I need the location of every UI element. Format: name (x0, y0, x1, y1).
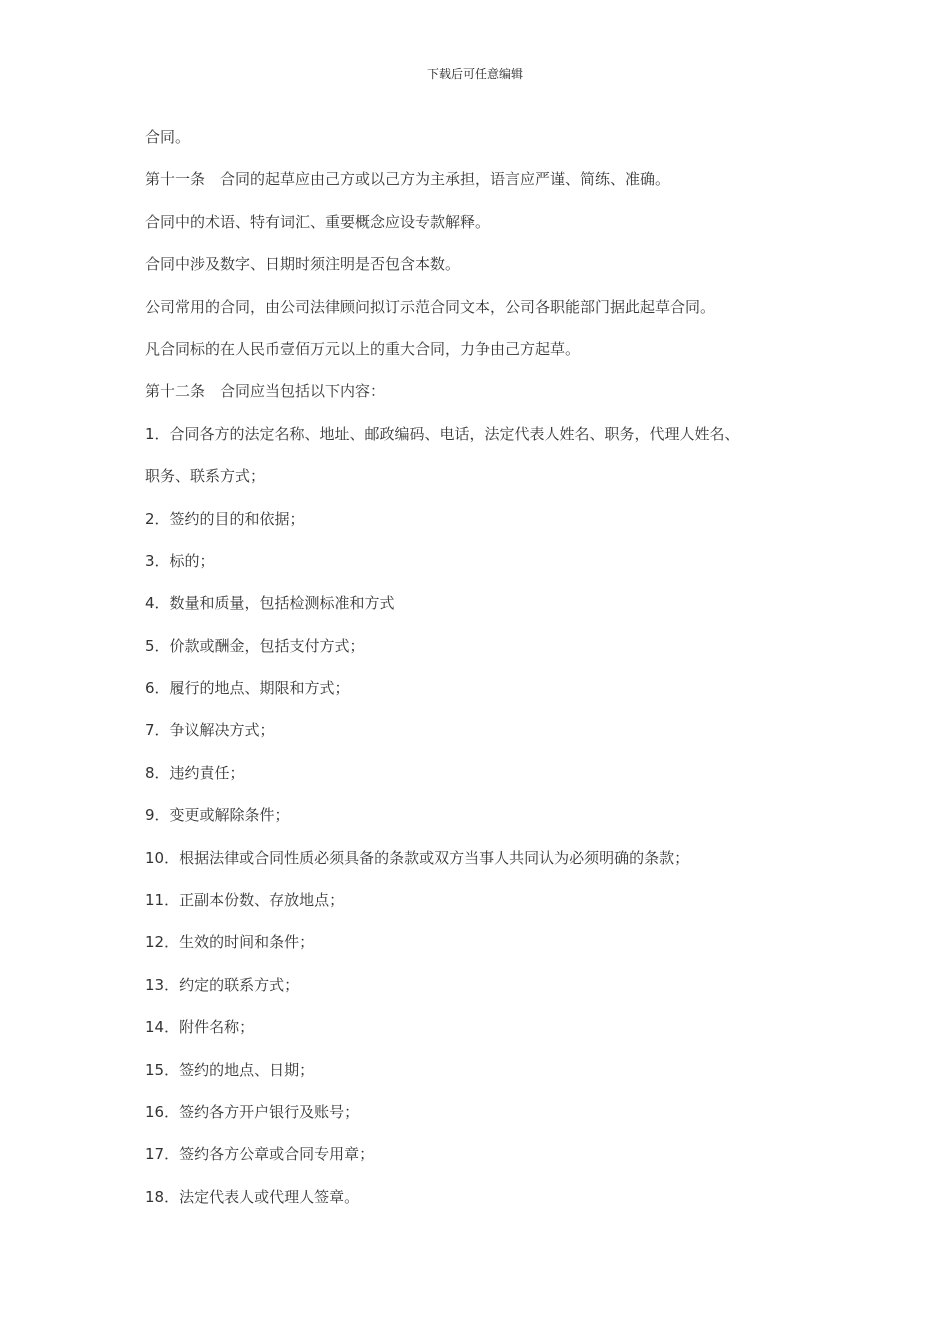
list-item-17: 17．签约各方公章或合同专用章； (145, 1145, 375, 1164)
list-item-14: 14．附件名称； (145, 1018, 255, 1037)
list-item-2: 2．签约的目的和依据； (145, 509, 305, 528)
paragraph-line: 凡合同标的在人民币壹佰万元以上的重大合同，力争由己方起草。 (145, 339, 581, 358)
list-item-5: 5．价款或酬金，包括支付方式； (145, 636, 365, 655)
list-item-10: 10．根据法律或合同性质必须具备的条款或双方当事人共同认为必须明确的条款； (145, 848, 690, 867)
list-item-6: 6．履行的地点、期限和方式； (145, 679, 350, 698)
paragraph-line: 合同。 (145, 128, 191, 146)
list-item-1: 1．合同各方的法定名称、地址、邮政编码、电话，法定代表人姓名、职务，代理人姓名、 (145, 424, 740, 443)
paragraph-line: 合同中涉及数字、日期时须注明是否包含本数。 (145, 255, 461, 274)
paragraph-line: 合同中的术语、特有词汇、重要概念应设专款解释。 (145, 212, 491, 231)
list-item-7: 7．争议解决方式； (145, 721, 275, 740)
list-item-11: 11．正副本份数、存放地点； (145, 891, 345, 910)
paragraph-line: 公司常用的合同，由公司法律顾问拟订示范合同文本，公司各职能部门据此起草合同。 (145, 297, 716, 316)
article-12-heading: 第十二条 合同应当包括以下内容： (145, 382, 386, 401)
document-body (145, 124, 845, 1226)
list-item-9: 9．变更或解除条件； (145, 806, 290, 825)
list-item-16: 16．签约各方开户银行及账号； (145, 1102, 360, 1121)
list-item-1-continued: 职务、联系方式； (145, 467, 266, 486)
article-11-heading: 第十一条 合同的起草应由己方或以己方为主承担，语言应严谨、简练、准确。 (145, 170, 671, 189)
list-item-12: 12．生效的时间和条件； (145, 933, 315, 952)
list-item-13: 13．约定的联系方式； (145, 975, 300, 994)
list-item-4: 4．数量和质量，包括检测标准和方式 (145, 594, 395, 613)
list-item-15: 15．签约的地点、日期； (145, 1060, 315, 1079)
list-item-18: 18．法定代表人或代理人签章。 (145, 1187, 360, 1206)
list-item-8: 8．违约責任； (145, 763, 245, 782)
list-item-3: 3．标的； (145, 551, 215, 570)
page-header-note: 下载后可任意编辑 (426, 67, 523, 81)
